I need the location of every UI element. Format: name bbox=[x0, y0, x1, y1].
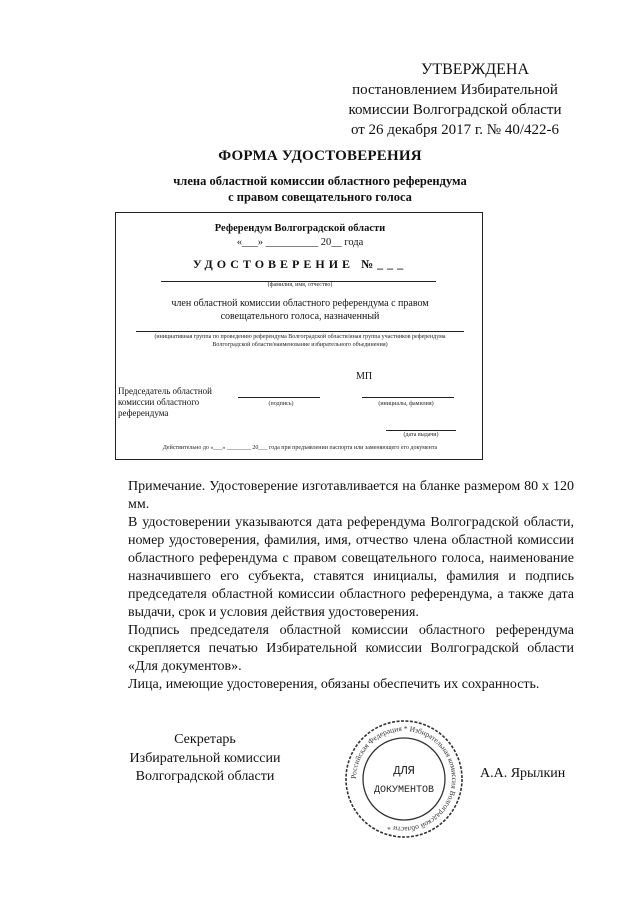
secretary-block bbox=[110, 731, 300, 787]
note-block bbox=[128, 478, 574, 694]
stamp-ring-text: Российская Федерация * Избирательная комиссия Волгоградской области * bbox=[348, 723, 460, 835]
fio-caption: (фамилия, имя, отчество) bbox=[267, 282, 333, 288]
secretary-line-1: Секретарь bbox=[174, 732, 236, 747]
stamp-inner-ring bbox=[363, 738, 445, 820]
stamp-center-line-2: ДОКУМЕНТОВ bbox=[373, 785, 435, 796]
card-referendum: Референдум Волгоградской области bbox=[214, 223, 386, 234]
card-date-line: «___» __________ 20__ года bbox=[236, 237, 364, 248]
note-paragraph-1: Примечание. Удостоверение изготавливается на бланке размером 80 х 120 мм. bbox=[128, 479, 574, 512]
initials-caption: (инициалы, фамилия) bbox=[378, 401, 434, 407]
chair-label: Председатель областной комиссии областного референдума bbox=[118, 386, 212, 418]
card-member-line-1: член областной комиссии областного референдума с правом bbox=[171, 298, 429, 309]
form-subtitle bbox=[0, 173, 640, 205]
stamp-center-line-1: ДЛЯ bbox=[393, 764, 415, 778]
approved-line-3: от 26 декабря 2017 г. № 40/422-6 bbox=[350, 122, 560, 138]
approval-block bbox=[330, 60, 580, 140]
form-subtitle-line-1: члена областной комиссии областного референдума bbox=[173, 174, 467, 188]
approved-line-1: постановлением Избирательной bbox=[352, 82, 558, 98]
form-subtitle-line-2: с правом совещательного голоса bbox=[228, 190, 412, 204]
validity-text: Действительно до «___» ________ 20___ года при предъявлении паспорта или заменяющего его документа bbox=[162, 445, 438, 451]
approved-title: УТВЕРЖДЕНА bbox=[420, 61, 529, 78]
secretary-line-2: Избирательной комиссии bbox=[129, 750, 281, 766]
stamp-seal bbox=[343, 718, 465, 840]
note-paragraph-2: В удостоверении указываются дата референдума Волгоградской области, номер удостоверения, фамилия, имя, отчество члена областной комиссии областного референдума с правом совещательного голоса, наименование назначившего его субъекта, ставятся инициалы, фамилия и подпись председателя областной комиссии областного референдума, а также дата выдачи, срок и условия действия удостоверения. bbox=[128, 515, 574, 620]
signature-line bbox=[238, 397, 320, 398]
approved-line-2: комиссии Волгоградской области bbox=[348, 102, 562, 118]
form-title: ФОРМА УДОСТОВЕРЕНИЯ bbox=[218, 148, 422, 164]
note-paragraph-3: Подпись председателя областной комиссии областного референдума скрепляется печатью Избирательной комиссии Волгоградской области «Для документов». bbox=[128, 623, 574, 674]
initiative-line bbox=[136, 331, 464, 332]
initiative-caption: (инициативная группа по проведению референдума Волгоградской области/иная группа участников референдума Волгоградской области/наименование избирательного объединения) bbox=[154, 334, 446, 348]
issue-date-caption: (дата выдачи) bbox=[403, 432, 439, 438]
initials-line bbox=[362, 397, 454, 398]
note-paragraph-4: Лица, имеющие удостоверения, обязаны обеспечить их сохранность. bbox=[128, 677, 540, 692]
card-member-line-2: совещательного голоса, назначенный bbox=[220, 311, 380, 322]
card-member-text bbox=[116, 297, 484, 323]
issue-date-line bbox=[386, 430, 456, 431]
secretary-name: А.А. Ярылкин bbox=[480, 766, 566, 781]
signature-caption: (подпись) bbox=[268, 401, 294, 407]
secretary-line-3: Волгоградской области bbox=[135, 769, 275, 784]
card-udostoverenie: УДОСТОВЕРЕНИЕ №___ bbox=[192, 257, 408, 271]
certificate-sample bbox=[115, 212, 483, 460]
mp-label: МП bbox=[356, 371, 373, 382]
